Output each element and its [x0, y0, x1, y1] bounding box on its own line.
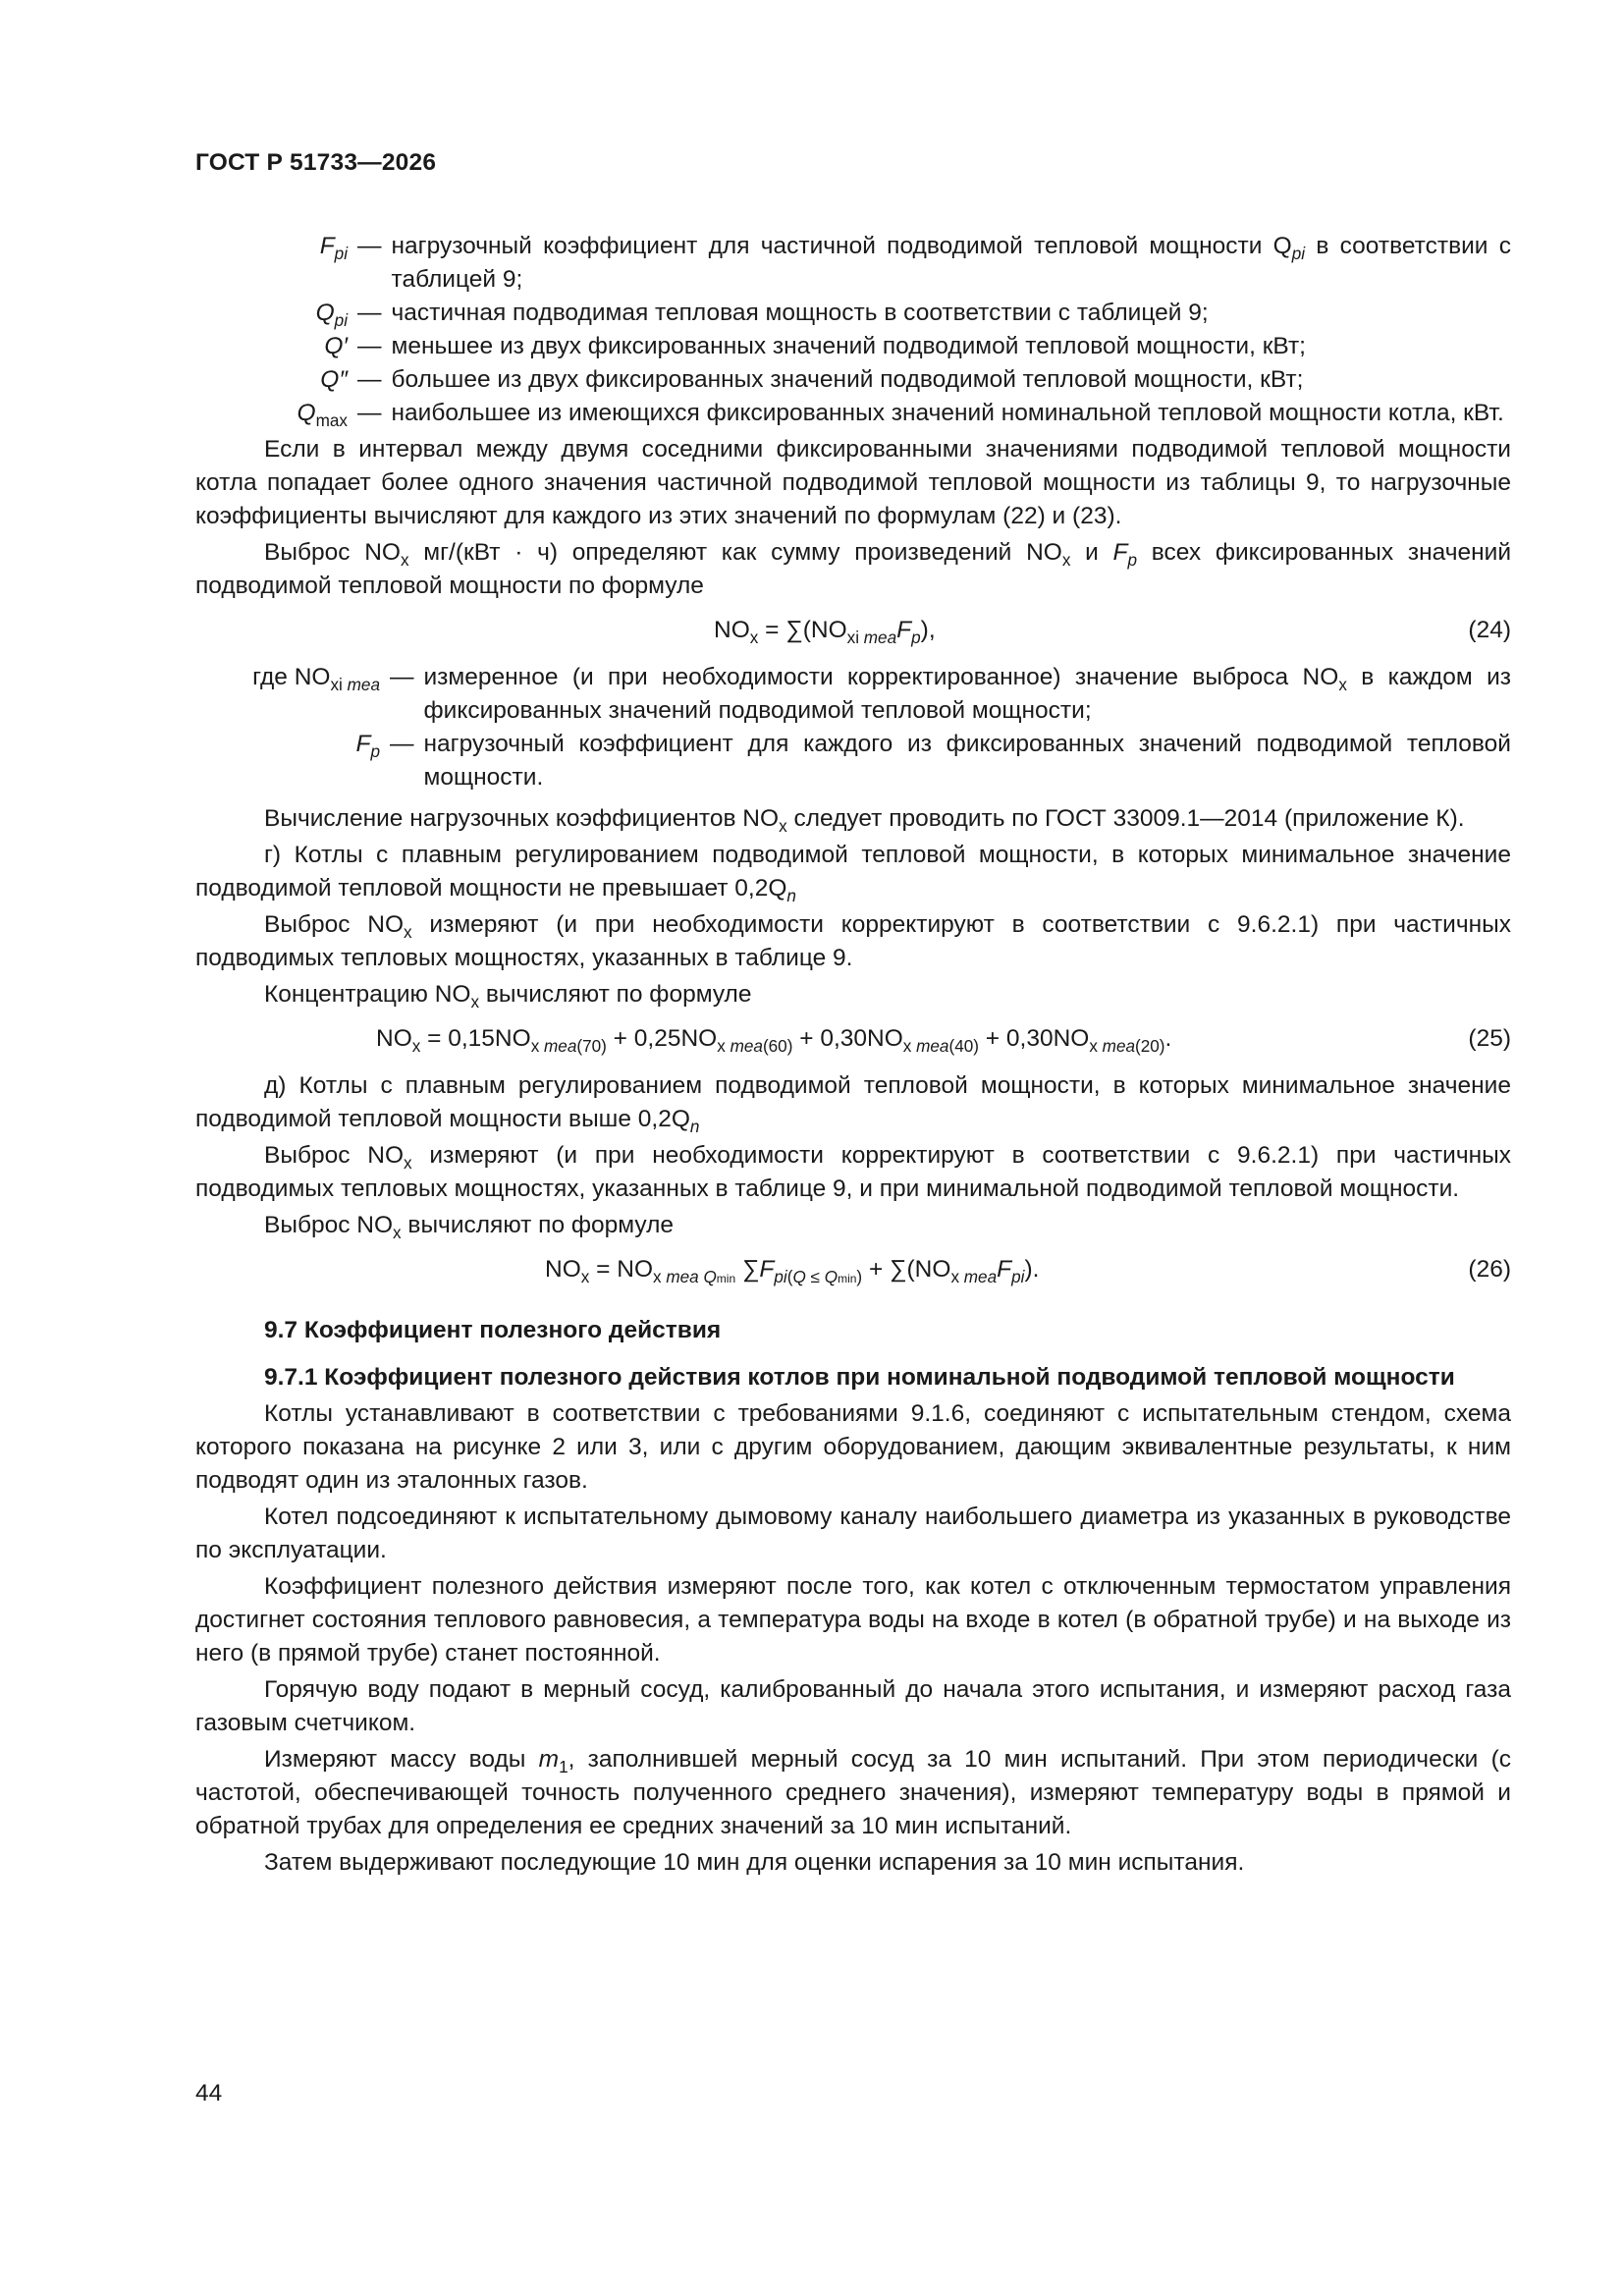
paragraph-mass: Измеряют массу воды $m_1$, заполнившей мерный сосуд за 10 мин испытаний. При этом периодически (с частотой, обеспечивающей точность полученного среднего значения), измеряют температуру воды в прямой и обратной трубах для определения ее средних значений за 10 мин испытаний.: [195, 1746, 1511, 1839]
paragraph-measure-g: Выброс $NO_x$ измеряют (и при необходимости корректируют в соответствии с 9.6.2.1) при частичных подводимых тепловых мощностях, указанных в таблице 9.: [195, 911, 1511, 971]
formula-24-number: (24): [1468, 617, 1511, 643]
paragraph-flue: Котел подсоединяют к испытательному дымовому каналу наибольшего диаметра из указанных в руководстве по эксплуатации.: [195, 1503, 1511, 1563]
formula-25-expression: $NO_x = 0,15NO_{x mea(70)} + 0,25NO_{x mea(60)} + 0,30NO_{x mea(40)} + 0,30NO_{x mea(20)}$.: [376, 1025, 1172, 1056]
paragraph-g: г) Котлы с плавным регулированием подводимой тепловой мощности, в которых минимальное значение подводимой тепловой мощности не превышает $0,2Q_n$: [195, 842, 1511, 905]
formula-24-expression: $NO_x = \sum(NO_{xi mea}F_p)$,: [714, 617, 936, 647]
paragraph-d: д) Котлы с плавным регулированием подводимой тепловой мощности, в которых минимальное значение подводимой тепловой мощности выше $0,2Q_n$: [195, 1072, 1511, 1136]
formula-26-expression: $NO_x = NO_{x mea Qmin}$ $\sum F_{pi(Q \le Qmin)} + \sum(NO_{x mea}F_{pi})$.: [545, 1256, 1040, 1286]
section-heading-9-7: 9.7 Коэффициент полезного действия: [264, 1317, 722, 1343]
page-number: 44: [195, 2080, 223, 2106]
paragraph-interval: Если в интервал между двумя соседними фиксированными значениями подводимой тепловой мощности котла попадает более одного значения частичной подводимой тепловой мощности из таблицы 9, то нагрузочные коэффициенты вычисляют для каждого из этих значений по формулам (22) и (23).: [195, 436, 1511, 529]
paragraph-efficiency: Коэффициент полезного действия измеряют после того, как котел с отключенным термостатом управления достигнет состояния теплового равновесия, а температура воды на входе в котел (в обратной трубе) и на выходе из него (в прямой трубе) станет постоянной.: [195, 1573, 1511, 1667]
definitions-mid: где $NO_{xi mea}$ — измеренное (и при необходимости корректированное) значение выброса $NO_x$ в каждом из фиксированных значений подводимой тепловой мощности; $F_p$ — нагрузочный коэффициент для каждого из фиксированных значений подводимой тепловой мощности.: [252, 664, 1511, 791]
formula-26-number: (26): [1468, 1256, 1511, 1283]
paragraph-hot-water: Горячую воду подают в мерный сосуд, калиброванный до начала этого испытания, и измеряют расход газа газовым счетчиком.: [195, 1676, 1511, 1736]
paragraph-evaporation: Затем выдерживают последующие 10 мин для оценки испарения за 10 мин испытания.: [264, 1849, 1245, 1876]
definitions-top: $F_{pi}$ — нагрузочный коэффициент для частичной подводимой тепловой мощности $Q_{pi}$ в соответствии с таблицей 9; $Q_{pi}$ — частичная подводимая тепловая мощность в соответствии с таблицей 9; Q′ — меньшее из двух фиксированных значений подводимой тепловой мощности, кВт; Q″ — большее из двух фиксированных значений подводимой тепловой мощности, кВт; $Q_{max}$ — наибольшее из имеющихся фиксированных значений номинальной тепловой мощности котла, кВт.: [297, 233, 1511, 430]
formula-26: [195, 1245, 1511, 1292]
paragraph-nox-sum: Выброс $NO_x$ мг/(кВт · ч) определяют как сумму произведений $NO_x$ и $F_p$ всех фиксированных значений подводимой тепловой мощности по формуле: [195, 539, 1512, 599]
page-body: [195, 147, 1511, 1883]
paragraph-calc-coeff: Вычисление нагрузочных коэффициентов $NO_x$ следует проводить по ГОСТ 33009.1—2014 (приложение К).: [264, 805, 1465, 836]
paragraph-install: Котлы устанавливают в соответствии с требованиями 9.1.6, соединяют с испытательным стендом, схема которого показана на рисунке 2 или 3, или с другим оборудованием, дающим эквивалентные результаты, к ним подводят один из эталонных газов.: [195, 1400, 1511, 1494]
paragraph-measure-d: Выброс $NO_x$ измеряют (и при необходимости корректируют в соответствии с 9.6.2.1) при частичных подводимых тепловых мощностях, указанных в таблице 9, и при минимальной подводимой тепловой мощности.: [195, 1142, 1511, 1202]
paragraph-concentration: Концентрацию $NO_x$ вычисляют по формуле: [264, 981, 752, 1011]
formula-25: [195, 1014, 1511, 1062]
document-header: ГОСТ Р 51733—2026: [195, 149, 437, 176]
section-heading-9-7-1: 9.7.1 Коэффициент полезного действия котлов при номинальной подводимой тепловой мощности: [264, 1364, 1455, 1391]
paragraph-nox-calc: Выброс $NO_x$ вычисляют по формуле: [264, 1212, 675, 1242]
formula-24: [195, 606, 1511, 653]
formula-25-number: (25): [1468, 1025, 1511, 1052]
